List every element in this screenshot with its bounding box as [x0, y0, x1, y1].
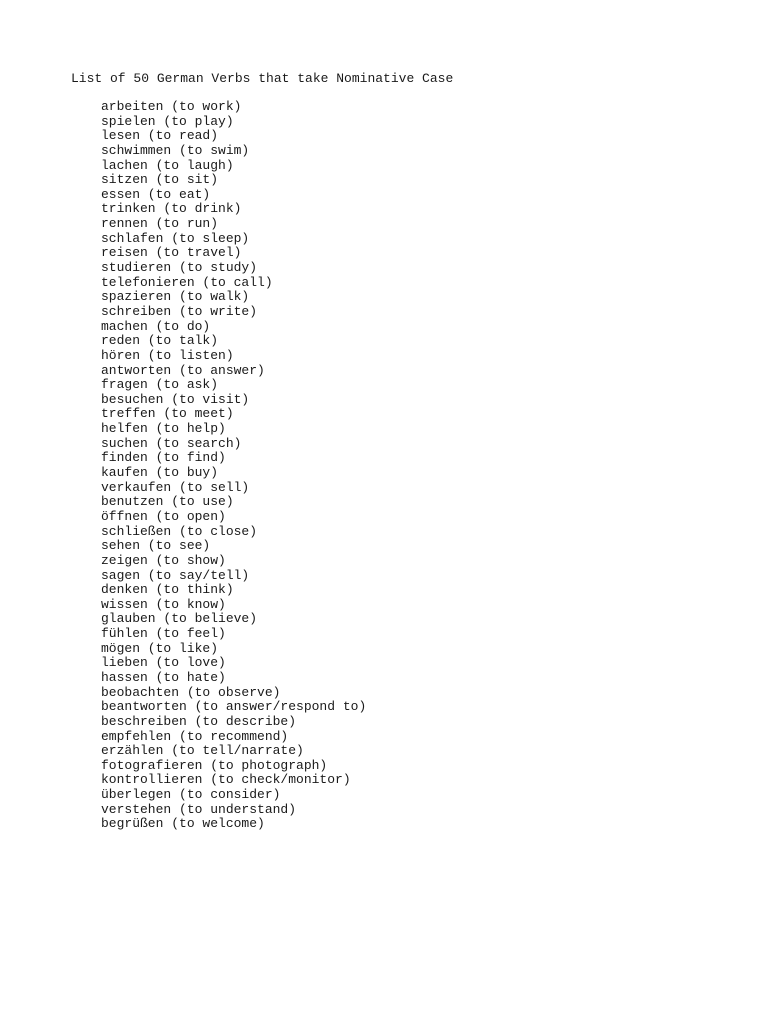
list-item: fotografieren (to photograph) — [101, 757, 328, 773]
list-item: schwimmen (to swim) — [101, 142, 250, 158]
list-item: treffen (to meet) — [101, 406, 234, 422]
list-item: suchen (to search) — [101, 435, 242, 451]
list-item: arbeiten (to work) — [101, 99, 242, 114]
list-item: wissen (to know) — [101, 596, 226, 612]
list-item: lesen (to read) — [101, 128, 219, 144]
list-item: verstehen (to understand) — [101, 801, 297, 817]
list-item: empfehlen (to recommend) — [101, 728, 289, 744]
list-item: hören (to listen) — [101, 347, 234, 363]
list-item: lachen (to laugh) — [101, 157, 234, 173]
list-item: reden (to talk) — [101, 333, 219, 349]
document-title: List of 50 German Verbs that take Nominative Case — [71, 71, 454, 86]
verb-list — [101, 100, 366, 832]
list-item: fragen (to ask) — [101, 377, 219, 393]
list-item: kaufen (to buy) — [101, 465, 219, 481]
list-item: schließen (to close) — [101, 523, 258, 539]
list-item: öffnen (to open) — [101, 508, 226, 524]
list-item: denken (to think) — [101, 582, 234, 598]
list-item: fühlen (to feel) — [101, 626, 226, 642]
list-item: benutzen (to use) — [101, 494, 234, 510]
list-item: besuchen (to visit) — [101, 391, 250, 407]
list-item: hassen (to hate) — [101, 669, 226, 685]
list-item: telefonieren (to call) — [101, 274, 273, 290]
list-item: sehen (to see) — [101, 538, 211, 554]
list-item: helfen (to help) — [101, 421, 226, 437]
list-item: sagen (to say/tell) — [101, 567, 250, 583]
list-item: beantworten (to answer/respond to) — [101, 699, 367, 715]
list-item: antworten (to answer) — [101, 362, 265, 378]
list-item: lieben (to love) — [101, 655, 226, 671]
list-item: spazieren (to walk) — [101, 289, 250, 305]
list-item: glauben (to believe) — [101, 611, 258, 627]
list-item: rennen (to run) — [101, 216, 219, 232]
list-item: studieren (to study) — [101, 260, 258, 276]
list-item: zeigen (to show) — [101, 552, 226, 568]
list-item: begrüßen (to welcome) — [101, 816, 265, 832]
list-item: machen (to do) — [101, 318, 211, 334]
list-item: trinken (to drink) — [101, 201, 242, 217]
list-item: überlegen (to consider) — [101, 787, 281, 803]
list-item: sitzen (to sit) — [101, 172, 219, 188]
list-item: reisen (to travel) — [101, 245, 242, 261]
list-item: verkaufen (to sell) — [101, 479, 250, 495]
list-item: spielen (to play) — [101, 113, 234, 129]
list-item: kontrollieren (to check/monitor) — [101, 772, 351, 788]
list-item: beschreiben (to describe) — [101, 713, 297, 729]
list-item: essen (to eat) — [101, 186, 211, 202]
list-item: schlafen (to sleep) — [101, 230, 250, 246]
list-item: erzählen (to tell/narrate) — [101, 743, 304, 759]
list-item: beobachten (to observe) — [101, 684, 281, 700]
list-item: mögen (to like) — [101, 640, 219, 656]
list-item: finden (to find) — [101, 450, 226, 466]
list-item: schreiben (to write) — [101, 303, 258, 319]
